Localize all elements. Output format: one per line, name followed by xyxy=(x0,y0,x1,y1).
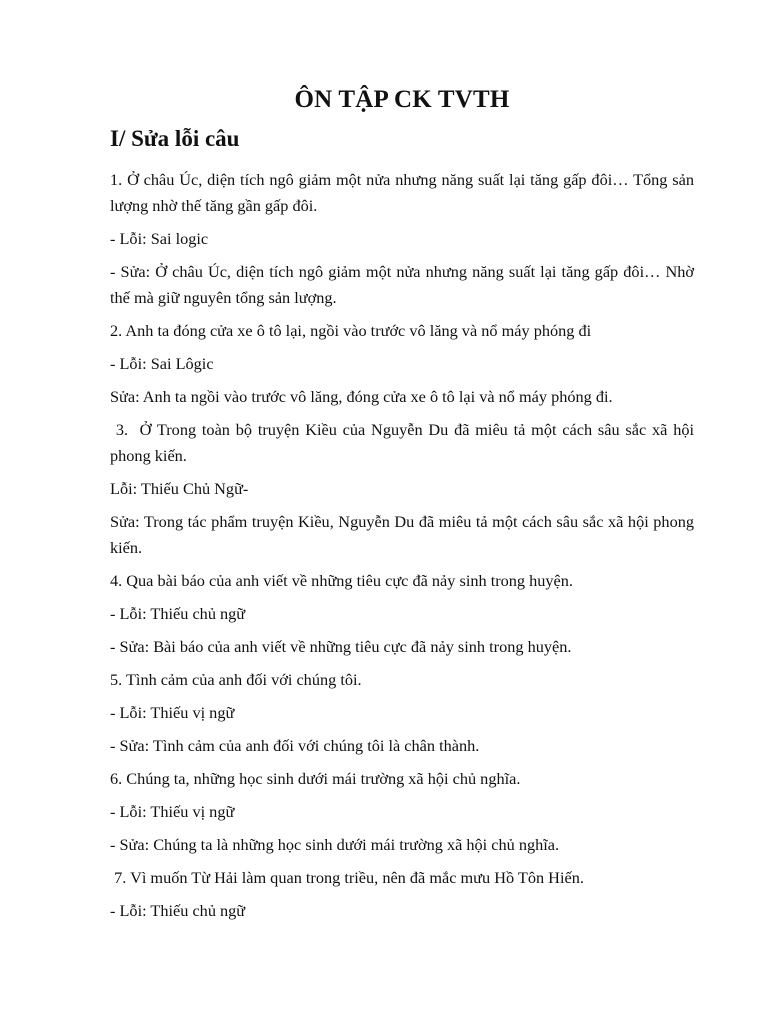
exercise-5-error: - Lỗi: Thiếu vị ngữ xyxy=(110,703,235,722)
exercise-7-sentence: 7. Vì muốn Từ Hải làm quan trong triều, nên đã mắc mưu Hồ Tôn Hiến. xyxy=(110,868,584,887)
exercise-3-error: Lỗi: Thiếu Chủ Ngữ- xyxy=(110,479,249,498)
exercise-1-sentence: 1. Ở châu Úc, diện tích ngô giảm một nửa nhưng năng suất lại tăng gấp đôi… Tổng sản lượng nhờ thế tăng gần gấp đôi. xyxy=(110,170,694,215)
exercise-2-fix: Sửa: Anh ta ngồi vào trước vô lăng, đóng cửa xe ô tô lại và nổ máy phóng đi. xyxy=(110,387,613,406)
exercise-1-fix: - Sửa: Ở châu Úc, diện tích ngô giảm một nửa nhưng năng suất lại tăng gấp đôi… Nhờ thế mà giữ nguyên tổng sản lượng. xyxy=(110,262,694,307)
exercise-2-sentence: 2. Anh ta đóng cửa xe ô tô lại, ngồi vào trước vô lăng và nổ máy phóng đi xyxy=(110,321,592,340)
exercise-6-fix: - Sửa: Chúng ta là những học sinh dưới mái trường xã hội chủ nghĩa. xyxy=(110,835,560,854)
exercise-4-fix: - Sửa: Bài báo của anh viết về những tiêu cực đã nảy sinh trong huyện. xyxy=(110,637,572,656)
exercise-7-error: - Lỗi: Thiếu chủ ngữ xyxy=(110,901,246,920)
exercise-2-error: - Lỗi: Sai Lôgic xyxy=(110,354,214,373)
document-title: ÔN TẬP CK TVTH xyxy=(294,86,510,113)
exercise-6-error: - Lỗi: Thiếu vị ngữ xyxy=(110,802,235,821)
exercise-3-fix: Sửa: Trong tác phẩm truyện Kiều, Nguyễn Du đã miêu tả một cách sâu sắc xã hội phong kiến. xyxy=(110,512,694,557)
exercise-1-error: - Lỗi: Sai logic xyxy=(110,229,209,248)
document-page xyxy=(110,84,699,931)
exercise-3-sentence: 3. Ở Trong toàn bộ truyện Kiều của Nguyễn Du đã miêu tả một cách sâu sắc xã hội phong kiến. xyxy=(110,420,699,465)
exercise-4-sentence: 4. Qua bài báo của anh viết về những tiêu cực đã nảy sinh trong huyện. xyxy=(110,571,573,590)
section-heading: I/ Sửa lỗi câu xyxy=(110,126,240,151)
exercise-5-sentence: 5. Tình cảm của anh đối với chúng tôi. xyxy=(110,670,362,689)
exercise-4-error: - Lỗi: Thiếu chủ ngữ xyxy=(110,604,246,623)
exercise-6-sentence: 6. Chúng ta, những học sinh dưới mái trường xã hội chủ nghĩa. xyxy=(110,769,521,788)
exercise-5-fix: - Sửa: Tình cảm của anh đối với chúng tôi là chân thành. xyxy=(110,736,480,755)
